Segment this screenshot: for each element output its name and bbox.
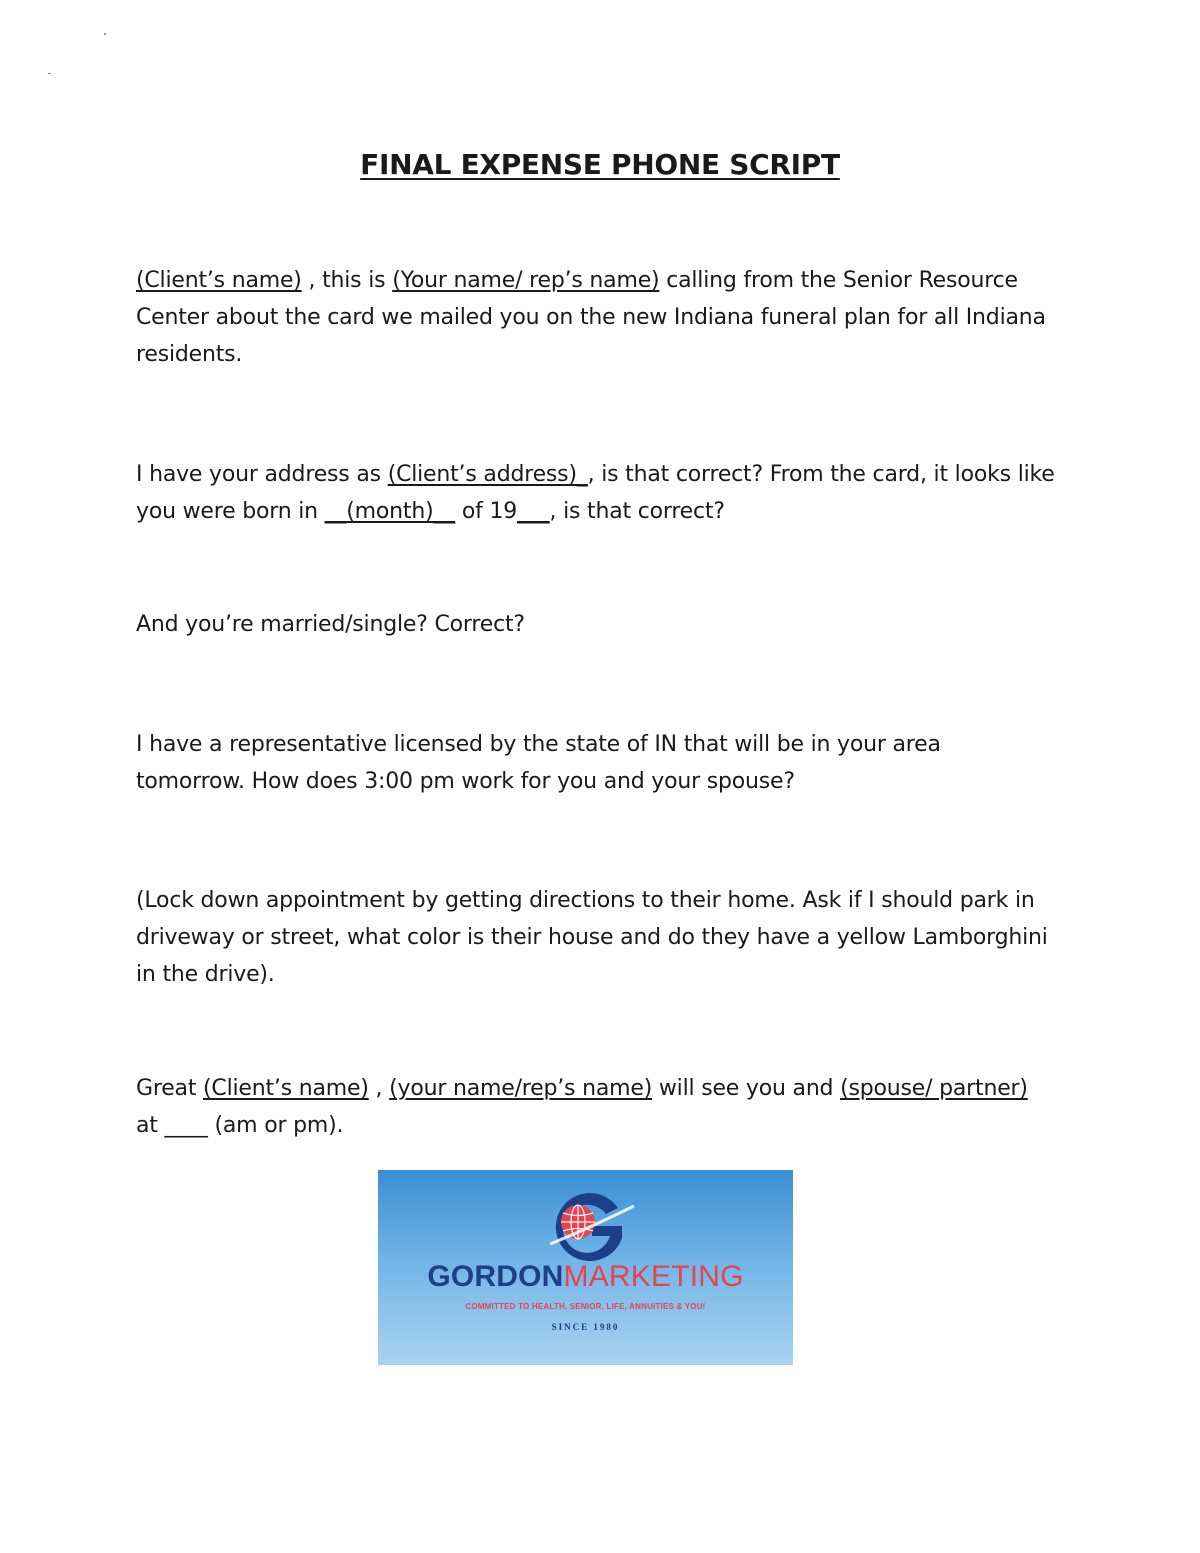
scan-speck (104, 33, 106, 35)
paragraph-text: I have your address as (136, 462, 388, 487)
paragraph-text: Great (136, 1076, 204, 1101)
placeholder-client-name: (Client’s name) (136, 268, 302, 293)
placeholder-client-address: (Client’s address)_ (387, 462, 588, 487)
logo-word-gordon: GORDON (427, 1260, 564, 1293)
script-paragraph-address (136, 456, 1056, 530)
logo-since: SINCE 1980 (551, 1322, 620, 1332)
paragraph-text: will see you and (652, 1076, 841, 1101)
paragraph-text: , (368, 1076, 390, 1101)
paragraph-text: calling from the Senior Resource Center about the card we mailed you on the new Indiana funeral plan for all Indiana residents. (136, 268, 1046, 367)
script-paragraph-marital: And you’re married/single? Correct? (136, 612, 525, 637)
script-paragraph-instructions: (Lock down appointment by getting directions to their home. Ask if I should park in driveway or street, what color is their house and do they have a yellow Lamborghini in the drive). (136, 888, 1048, 987)
paragraph-text: , is that correct? From the card, it looks like you were born in (136, 462, 1055, 524)
script-paragraph-appointment: I have a representative licensed by the state of IN that will be in your area tomorrow. How does 3:00 pm work for you and your spouse? (136, 732, 941, 794)
placeholder-client-name: (Client’s name) (203, 1076, 369, 1101)
page-title: FINAL EXPENSE PHONE SCRIPT (360, 148, 840, 181)
placeholder-time: ____ (164, 1113, 208, 1138)
scan-speck (48, 73, 51, 74)
placeholder-spouse: (spouse/ partner) (840, 1076, 1028, 1101)
paragraph-text: at (136, 1113, 165, 1138)
placeholder-month: __(month)__ (324, 499, 456, 524)
paragraph-text: of 19 (455, 499, 518, 524)
script-paragraph-closing (136, 1070, 1056, 1144)
placeholder-rep-name: (your name/rep’s name) (389, 1076, 653, 1101)
placeholder-year: ___ (517, 499, 550, 524)
logo-tagline: COMMITTED TO HEALTH, SENIOR, LIFE, ANNUITIES & YOU! (465, 1302, 706, 1311)
script-paragraph-intro (136, 262, 1056, 373)
globe-g-emblem-icon (510, 1186, 660, 1266)
gordon-marketing-logo (378, 1170, 793, 1365)
logo-word-marketing: MARKETING (563, 1260, 744, 1293)
paragraph-text: , this is (301, 268, 393, 293)
placeholder-rep-name: (Your name/ rep’s name) (392, 268, 660, 293)
paragraph-text: , is that correct? (549, 499, 725, 524)
logo-wordmark (378, 1260, 793, 1294)
paragraph-text: (am or pm). (207, 1113, 344, 1138)
